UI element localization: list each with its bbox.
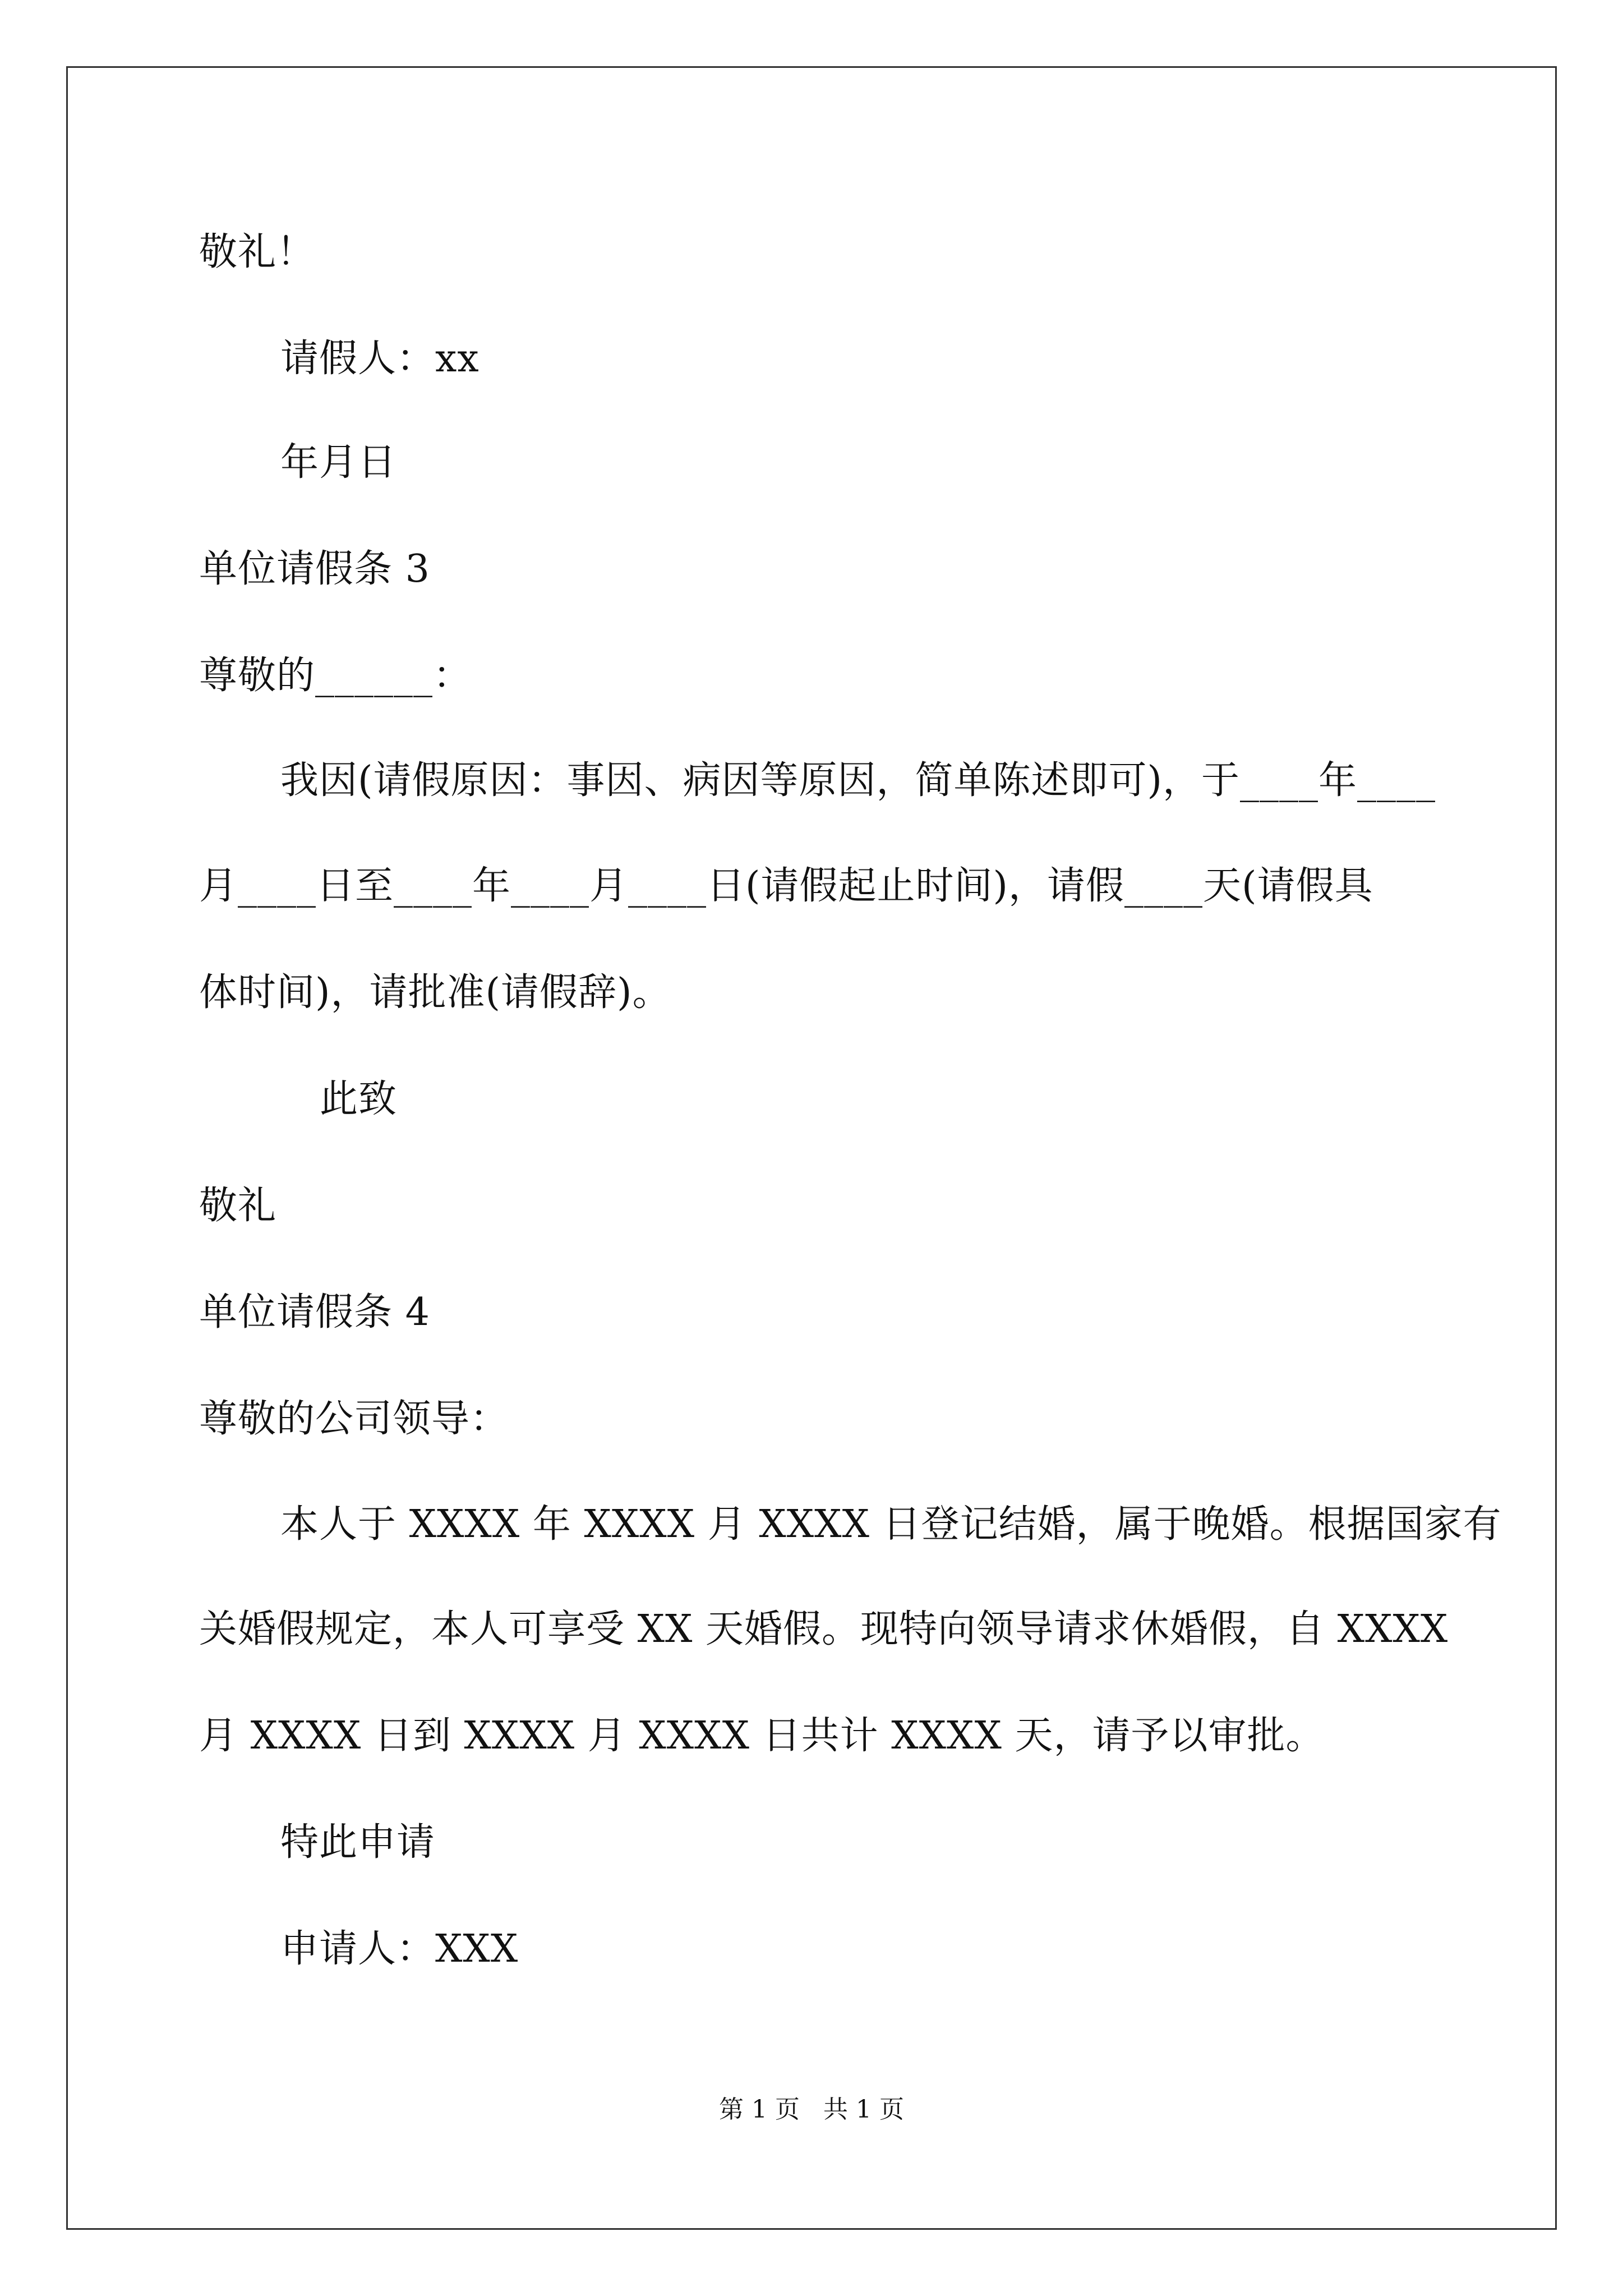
page-border xyxy=(66,66,1557,2230)
paragraph-line: 体时间)，请批准(请假辞)。 xyxy=(199,970,671,1015)
salutation: 尊敬的______： xyxy=(199,654,472,698)
text-line: 敬礼 xyxy=(199,1184,277,1228)
paragraph-line: 本人于 XXXX 年 XXXX 月 XXXX 日登记结婚，属于晚婚。根据国家有 xyxy=(280,1502,1502,1547)
page-footer: 第 1 页 共 1 页 xyxy=(719,2095,904,2124)
paragraph-line: 我因(请假原因：事因、病因等原因，简单陈述即可)，于____年____ xyxy=(280,758,1436,803)
paragraph-line: 月____日至____年____月____日(请假起止时间)，请假____天(请假具 xyxy=(199,864,1373,908)
salutation: 尊敬的公司领导： xyxy=(199,1397,509,1441)
section-title: 单位请假条 4 xyxy=(199,1290,430,1335)
text-line: 年月日 xyxy=(280,440,397,485)
paragraph-line: 关婚假规定，本人可享受 XX 天婚假。现特向领导请求休婚假，自 XXXX xyxy=(199,1607,1449,1651)
section-title: 单位请假条 3 xyxy=(199,547,430,591)
text-line: 敬礼！ xyxy=(199,230,316,274)
paragraph-line: 月 XXXX 日到 XXXX 月 XXXX 日共计 XXXX 天，请予以审批。 xyxy=(199,1714,1325,1758)
signature-line: 申请人：XXX xyxy=(280,1927,519,1971)
text-line: 特此申请 xyxy=(280,1820,436,1865)
text-line: 此致 xyxy=(320,1077,398,1121)
text-line: 请假人：xx xyxy=(280,337,479,381)
